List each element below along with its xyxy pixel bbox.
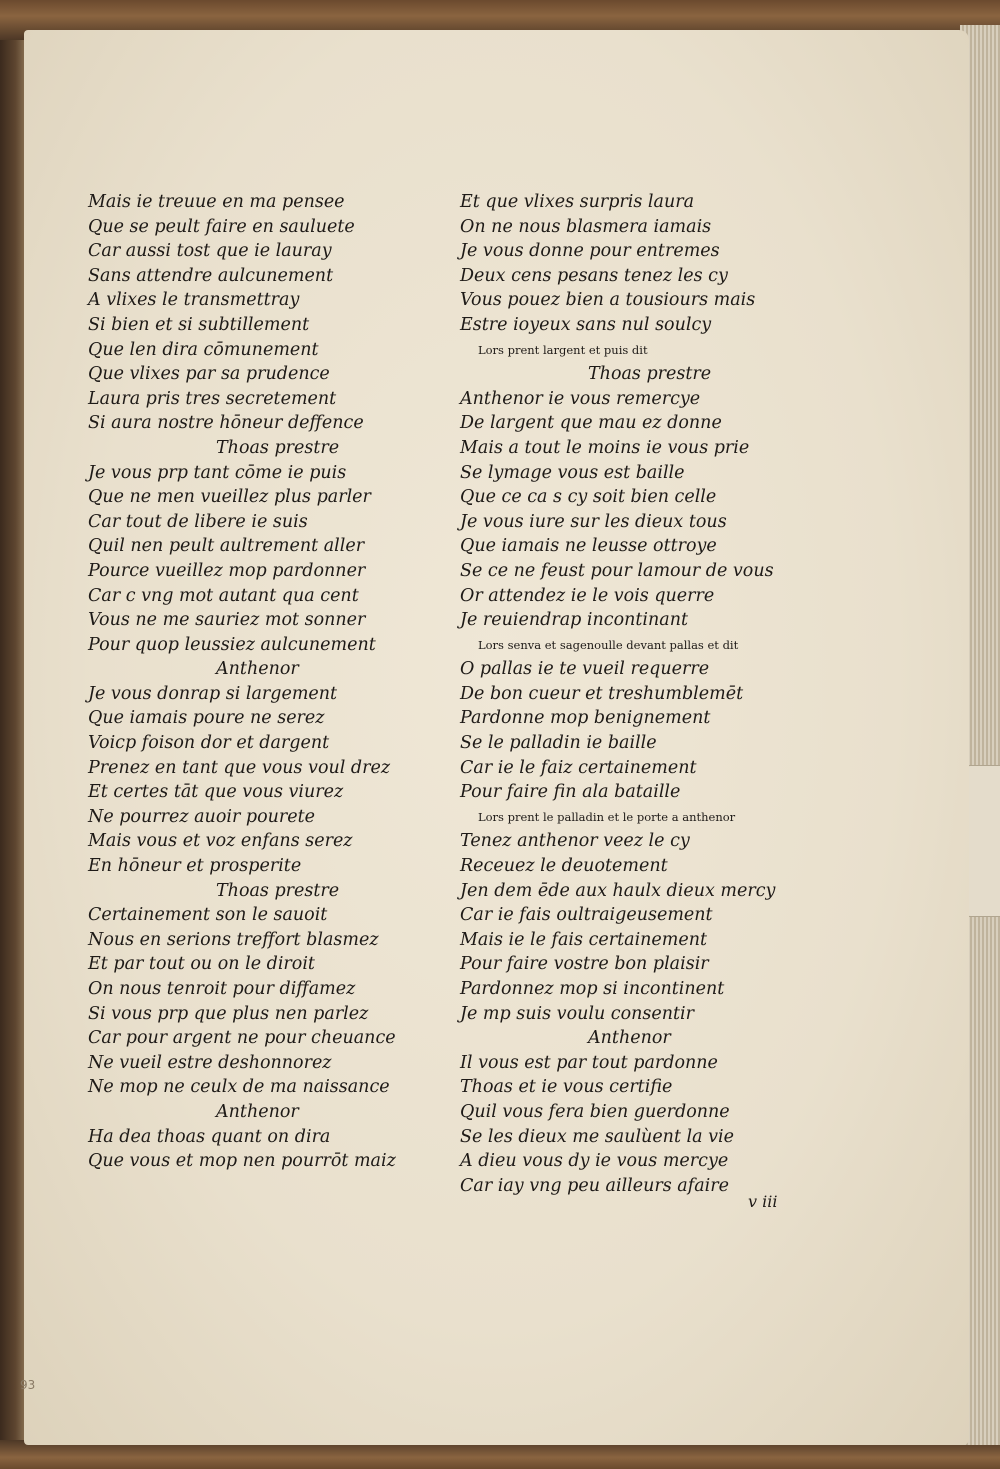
verse-line: Que vous et mop nen pourrōt maiz [88,1151,396,1172]
speaker-heading: Anthenor [216,1101,299,1122]
book-spine [0,0,26,1469]
verse-line: Mais ie treuue en ma pensee [88,192,345,212]
verse-line: Mais a tout le moins ie vous prie [460,437,750,458]
verse-line: Car ie le faiz certainement [460,757,697,778]
speaker-heading: Anthenor [588,1028,671,1049]
verse-line: Car ie fais oultraigeusement [460,905,713,926]
verse-line: Il vous est par tout pardonne [460,1052,718,1073]
verse-line: Ne pourrez auoir pourete [88,806,315,827]
verse-line: Car tout de libere ie suis [88,511,308,532]
verse-line: Que se peult faire en sauluete [88,216,355,237]
verse-line: Et certes tāt que vous viurez [88,782,344,803]
stage-direction: Lors prent le palladin et le porte a anthenor [478,809,736,824]
speaker-heading: Thoas prestre [216,437,340,458]
verse-line: Mais vous et voz enfans serez [88,831,353,852]
verse-line: Car iay vng peu ailleurs afaire [460,1175,729,1196]
verse-line: A dieu vous dy ie vous mercye [460,1151,729,1172]
verse-line: Je reuiendrap incontinant [460,610,689,631]
verse-line: Que len dira cōmunement [88,339,319,360]
verse-line: Je vous donrap si largement [88,683,338,704]
verse-line: Pardonnez mop si incontinent [460,979,725,999]
verse-line: Vous ne me sauriez mot sonner [88,610,366,631]
verse-line: Pour faire vostre bon plaisir [460,954,709,975]
verse-line: Pour quop leussiez aulcunement [88,634,376,655]
verse-line: Ne vueil estre deshonnorez [88,1052,332,1073]
speaker-heading: Thoas prestre [216,880,340,901]
verse-line: Prenez en tant que vous voul drez [88,757,391,778]
speaker-heading: Thoas prestre [588,364,712,385]
stage-direction: Lors senva et sagenoulle devant pallas et dit [478,637,739,652]
verse-line: Car pour argent ne pour cheuance [88,1028,396,1049]
verse-line: A vlixes le transmettray [88,290,300,311]
verse-line: Tenez anthenor veez le cy [460,831,690,852]
verse-line: Thoas et ie vous certifie [460,1077,673,1098]
verse-line: Vous pouez bien a tousiours mais [460,290,756,311]
stage-direction: Lors prent largent et puis dit [478,342,648,357]
signature-mark: v iii [748,1192,778,1211]
verse-line: En hōneur et prosperite [88,856,302,877]
verse-line: Je vous donne pour entremes [460,241,720,262]
verse-line: Je vous prp tant cōme ie puis [88,462,347,483]
verse-line: De largent que mau ez donne [460,413,722,434]
verse-line: Se ce ne feust pour lamour de vous [460,560,774,581]
verse-line: Quil nen peult aultrement aller [88,536,365,557]
verse-line: O pallas ie te vueil requerre [460,659,710,680]
verse-line: Quil vous fera bien guerdonne [460,1101,730,1122]
verse-line: Receuez le deuotement [460,856,668,877]
verse-line: Que ne men vueillez plus parler [88,487,371,508]
verse-line: Anthenor ie vous remercye [460,388,701,409]
verse-line: Deux cens pesans tenez les cy [460,265,728,286]
folio-note: 93 [20,1378,36,1392]
verse-line: Se les dieux me saulùent la vie [460,1126,734,1147]
verse-line: Certainement son le sauoit [88,905,328,926]
verse-line: Car aussi tost que ie lauray [88,241,332,262]
verse-line: Or attendez ie le vois querre [460,585,715,606]
verse-line: Car c vng mot autant qua cent [88,585,359,606]
verse-line: Que iamais poure ne serez [88,708,325,729]
verse-line: Pour faire fin ala bataille [460,782,681,803]
verse-line: Mais ie le fais certainement [460,929,708,950]
verse-line: Je mp suis voulu consentir [460,1003,695,1024]
verse-line: Pource vueillez mop pardonner [88,560,366,581]
verse-line: Si bien et si subtillement [88,314,310,335]
verse-line: Se lymage vous est baille [460,462,685,483]
left-text-column [88,190,396,1174]
verse-line: Si aura nostre hōneur deffence [88,413,364,434]
verse-line: Jen dem ēde aux haulx dieux mercy [460,880,776,901]
verse-line: Ne mop ne ceulx de ma naissance [88,1077,390,1098]
verse-line: Et que vlixes surpris laura [460,192,695,212]
verse-line: Ha dea thoas quant on dira [88,1126,331,1147]
verse-line: Que iamais ne leusse ottroye [460,536,717,557]
verse-line: Estre ioyeux sans nul soulcy [460,314,712,335]
verse-line: Se le palladin ie baille [460,733,657,754]
speaker-heading: Anthenor [216,659,299,680]
verse-line: Et par tout ou on le diroit [88,954,315,975]
verse-line: Que vlixes par sa prudence [88,364,330,385]
verse-line: Sans attendre aulcunement [88,265,334,286]
verse-line: On nous tenroit pour diffamez [88,979,356,999]
verse-line: On ne nous blasmera iamais [460,216,712,237]
verse-line: De bon cueur et treshumblemēt [460,683,744,704]
verse-line: Pardonne mop benignement [460,708,711,729]
verse-line: Laura pris tres secretement [88,388,337,409]
verse-line: Nous en serions treffort blasmez [88,929,379,950]
verse-line: Si vous prp que plus nen parlez [88,1003,369,1024]
verse-line: Que ce ca s cy soit bien celle [460,487,717,508]
right-text-column [460,190,775,1198]
verse-line: Voicp foison dor et dargent [88,733,330,754]
verse-line: Je vous iure sur les dieux tous [460,511,727,532]
